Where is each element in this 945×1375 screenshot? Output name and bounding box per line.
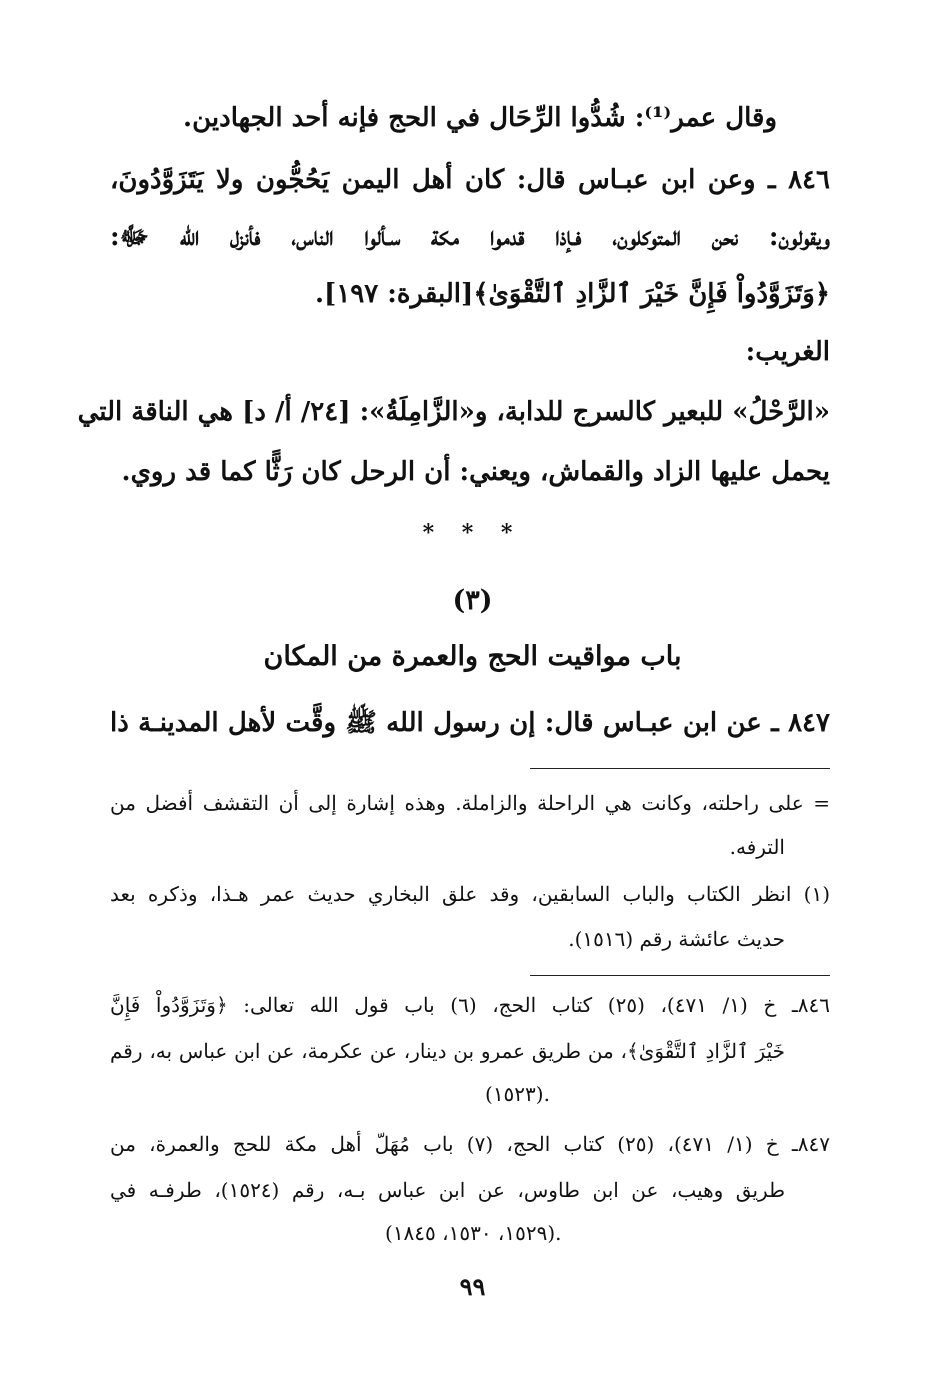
section-separator: * * * [422,520,523,546]
main-text-line-7: يحمل عليها الزاد والقماش، ويعني: أن الرحل كان رَثًّا كما قد روي. [121,457,830,487]
chapter-text-line-1: ٨٤٧ ـ عن ابن عبـاس قال: إن رسول الله ﷺ وقَّت لأهل المدينـة ذا [110,708,830,738]
chapter-number: (٣) [452,585,493,616]
page-number: ٩٩ [459,1272,486,1301]
footnote-divider [530,768,830,769]
footnote-continuation-line-2: الترفه. [729,835,785,859]
takhrij-847-line-2: طريق وهيب، عن ابن طاوس، عن ابن عباس بـه، رقم (١٥٢٤)، طرفـه في [110,1178,785,1202]
main-text-line-3: ويقولون: نحن المتوكلون، فـإذا قدموا مكة سـألوا الناس، فأنزل الله ﷻ: [110,222,830,252]
main-text-line-1: وقال عمر⁽¹⁾: شُدُّوا الرِّحَال في الحج فإنه أحد الجهادين. [183,103,777,133]
main-text-line-6: «الرَّحْلُ» للبعير كالسرج للدابة، و«الزَّامِلَةُ»: [٢٤/ أ/ د] هي الناقة التي [77,397,830,427]
takhrij-846-line-1: ٨٤٦ـ خ (١/ ٤٧١)، (٢٥) كتاب الحج، (٦) باب قول الله تعالى: ﴿وَتَزَوَّدُواْ فَإِنَّ [110,993,830,1017]
takhrij-847-line-1: ٨٤٧ـ خ (١/ ٤٧١)، (٢٥) كتاب الحج، (٧) باب مُهَلّ أهل مكة للحج والعمرة، من [110,1132,830,1156]
takhrij-divider [530,975,830,976]
footnote-1-line-1: (١) انظر الكتاب والباب السابقين، وقد علق البخاري حديث عمر هـذا، وذكره بعد [110,882,830,906]
takhrij-846-line-2: خَيْرَ ٱلزَّادِ ٱلتَّقْوَىٰ﴾، من طريق عمرو بن دينار، عن عكرمة، عن ابن عباس به، رقم [110,1039,785,1063]
quran-verse-line: ﴿وَتَزَوَّدُواْ فَإِنَّ خَيْرَ ٱلزَّادِ ٱلتَّقْوَىٰ﴾[البقرة: ١٩٧]. [314,279,830,309]
chapter-title: باب مواقيت الحج والعمرة من المكان [263,641,682,672]
footnote-1-line-2: حديث عائشة رقم (١٥١٦). [568,927,785,951]
main-text-line-2: ٨٤٦ ـ وعن ابن عبـاس قال: كان أهل اليمن يَحُجُّون ولا يَتَزَوَّدُونَ، [110,165,830,195]
gharib-heading: الغريب: [745,337,830,367]
takhrij-846-line-3: (١٥٢٣). [485,1082,550,1106]
footnote-continuation-line-1: = على راحلته، وكانت هي الراحلة والزاملة. وهذه إشارة إلى أن التقشف أفضل من [110,791,830,815]
takhrij-847-line-3: (١٥٢٩، ١٥٣٠، ١٨٤٥). [385,1221,562,1245]
